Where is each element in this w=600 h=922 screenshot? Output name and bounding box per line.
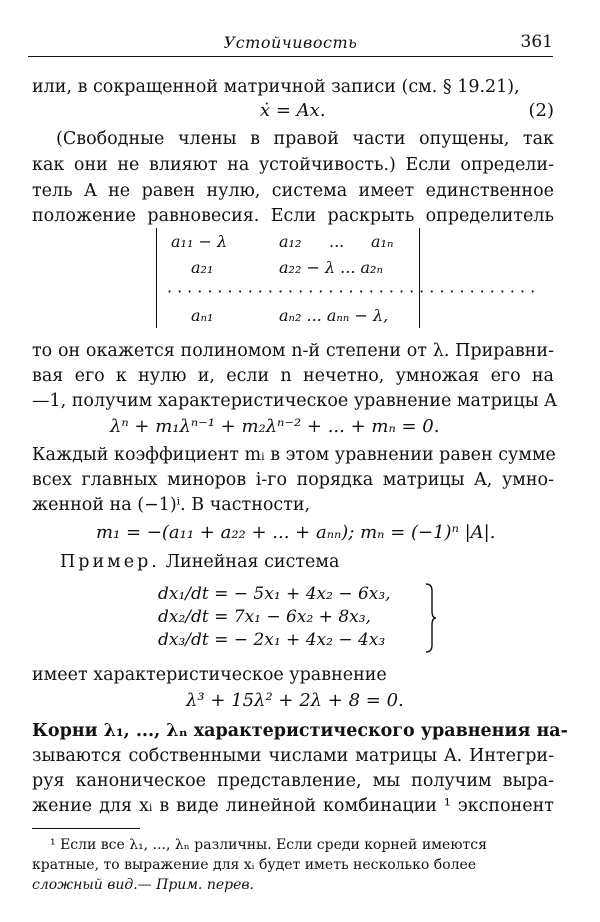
example-text: Линейная система — [165, 552, 340, 572]
det-cell: ... — [329, 232, 345, 251]
det-cell: a₂₁ — [191, 258, 214, 277]
det-cell: a₁₁ − λ — [171, 232, 228, 251]
footnote-line: ¹ Если все λ₁, ..., λₙ различны. Если среди корней имеются — [50, 837, 487, 853]
paragraph-line: положение равновесия. Если раскрыть определитель — [32, 206, 554, 226]
example-label: Пример. — [60, 552, 160, 572]
right-brace — [425, 583, 437, 653]
footnote-rule — [32, 828, 140, 829]
det-cell: aₙ₁ — [191, 306, 214, 325]
intro-line: или, в сокращенной матричной записи (см. § 19.21), — [32, 77, 520, 97]
coefficient-equation: m₁ = −(a₁₁ + a₂₂ + ... + aₙₙ); mₙ = (−1)ⁿ |A|. — [96, 522, 496, 543]
det-cell: aₙ₂ ... aₙₙ − λ, — [279, 306, 389, 325]
paragraph-line: всех главных миноров i-го порядка матрицы A, умно- — [32, 470, 554, 490]
equation-2-number: (2) — [528, 100, 554, 121]
determinant — [156, 228, 541, 328]
page-header — [28, 30, 553, 57]
system-equation: dx₃/dt = − 2x₁ + 4x₂ − 4x₃ — [158, 630, 386, 650]
det-cell: a₂₂ − λ ... a₂ₙ — [279, 258, 383, 277]
system-equation: dx₁/dt = − 5x₁ + 4x₂ − 6x₃, — [158, 584, 391, 604]
running-title: Устойчивость — [223, 33, 358, 52]
paragraph-line: —1, получим характеристическое уравнение матрицы A — [32, 391, 557, 411]
paragraph-line: (Свободные члены в правой части опущены, так — [56, 129, 554, 149]
paragraph-line: Корни λ₁, ..., λₙ характеристического уравнения на- — [32, 721, 568, 741]
example-characteristic-equation: λ³ + 15λ² + 2λ + 8 = 0. — [186, 690, 404, 711]
paragraph-line: Каждый коэффициент mᵢ в этом уравнении равен сумме — [32, 445, 556, 465]
paragraph-line: тель A не равен нулю, система имеет единственное — [32, 181, 554, 201]
paragraph-line: имеет характеристическое уравнение — [32, 665, 387, 685]
paragraph-line: зываются собственными числами матрицы A. Интегри- — [32, 746, 554, 766]
paragraph-line: жение для xᵢ в виде линейной комбинации ¹ экспонент — [32, 796, 554, 816]
paragraph-line: то он окажется полиномом n-й степени от λ. Приравни- — [32, 341, 554, 361]
det-cell: a₁₂ — [279, 232, 302, 251]
det-dots: ····································· — [167, 282, 541, 301]
paragraph-line: как они не влияют на устойчивость.) Если определи- — [32, 155, 554, 175]
equation-2: ẋ = Ax. — [260, 100, 326, 121]
det-cell: a₁ₙ — [371, 232, 394, 251]
characteristic-equation: λⁿ + m₁λⁿ⁻¹ + m₂λⁿ⁻² + ... + mₙ = 0. — [110, 416, 440, 437]
system-equation: dx₂/dt = 7x₁ − 6x₂ + 8x₃, — [158, 607, 371, 627]
example-line — [60, 551, 554, 573]
footnote-line: кратные, то выражение для xᵢ будет иметь несколько более — [32, 857, 477, 873]
footnote-line: сложный вид.— Прим. перев. — [32, 877, 254, 893]
paragraph-line: женной на (−1)ⁱ. В частности, — [32, 495, 311, 515]
page-number: 361 — [520, 32, 553, 52]
paragraph-line: вая его к нулю и, если n нечетно, умножая его на — [32, 366, 554, 386]
paragraph-line: руя каноническое представление, мы получим выра- — [32, 771, 554, 791]
